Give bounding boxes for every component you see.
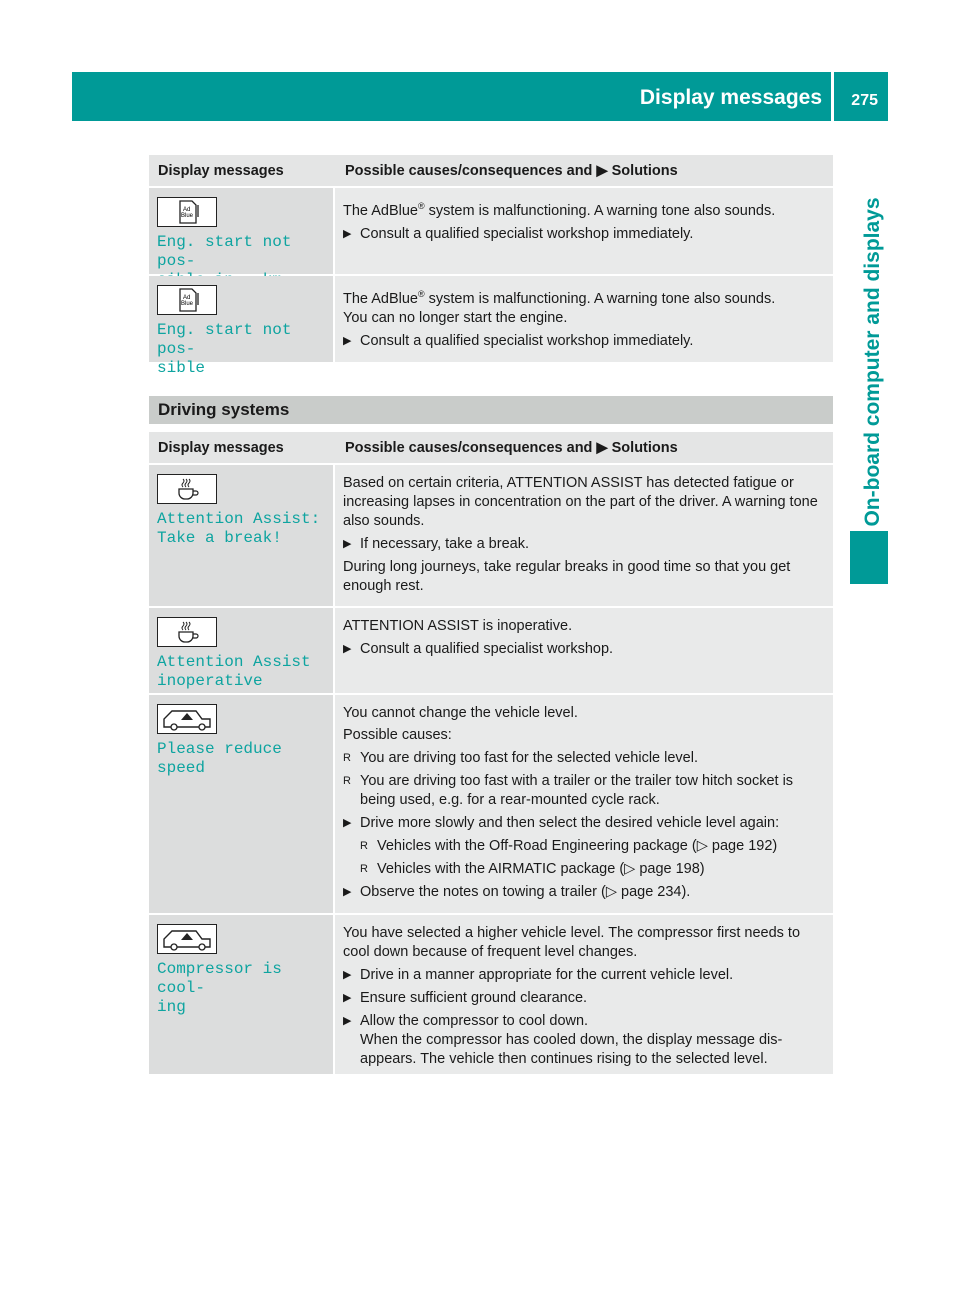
action-item: ▶ Drive in a manner appropriate for the current vehicle level.: [343, 967, 734, 983]
cause-text: ATTENTION ASSIST is inoperative.: [343, 618, 573, 634]
table-row: [149, 186, 833, 274]
arrow-icon: ▶: [596, 440, 608, 456]
cause-text: Based on certain criteria, ATTENTION ASSIST has detected fatigue or increasing lapses in concentration on the part of the driver. A warning tone also sounds.: [343, 475, 818, 529]
action-item: ▶ If necessary, take a break.: [343, 536, 529, 552]
col-header-messages: Display messages: [158, 440, 284, 456]
arrow-icon: ▶: [343, 992, 352, 1004]
note-text: During long journeys, take regular breaks in good time so that you get enough rest.: [343, 559, 791, 594]
arrow-icon: ▶: [343, 1015, 352, 1027]
cause-text: Possible causes:: [343, 727, 452, 743]
action-item: ▶ Drive more slowly and then select the desired vehicle level again:: [343, 815, 780, 831]
display-messages-table-driving: [149, 432, 833, 1074]
page-number: 275: [851, 92, 878, 109]
cause-item: R You are driving too fast with a trailer or the trailer tow hitch socket is being used, e.g. for a rear-mounted cycle rack.: [343, 773, 794, 808]
vehicle-level-icon: [157, 704, 217, 734]
chapter-marker: [850, 531, 888, 584]
table-row: [149, 606, 833, 693]
sub-item: R Vehicles with the Off-Road Engineering package (▷ page 192): [360, 838, 778, 854]
action-item: ▶ Consult a qualified specialist workshop immediately.: [343, 332, 694, 349]
sub-item: R Vehicles with the AIRMATIC package (▷ page 198): [360, 861, 705, 877]
arrow-icon: ▶: [343, 886, 352, 898]
table-row: [149, 274, 833, 377]
arrow-icon: ▶: [343, 643, 352, 655]
action-item: ▶ Observe the notes on towing a trailer (▷ page 234).: [343, 884, 691, 900]
svg-text:Blue: Blue: [181, 213, 194, 219]
table-row: [149, 913, 833, 1074]
svg-text:Ad: Ad: [183, 295, 191, 301]
section-title: Driving systems: [158, 400, 290, 419]
display-message: Eng. start not pos‑ sible: [157, 321, 292, 377]
table-row: [149, 463, 833, 606]
bullet-icon: R: [343, 752, 351, 764]
coffee-cup-icon: [157, 617, 217, 647]
bullet-icon: R: [360, 840, 368, 852]
page-header-bar: [72, 72, 888, 121]
adblue-icon: [157, 285, 217, 315]
header-divider: [831, 72, 834, 121]
bullet-icon: R: [360, 863, 368, 875]
cause-text: You have selected a higher vehicle level. The compressor first needs to cool down because of frequent level changes.: [343, 925, 801, 960]
coffee-cup-icon: [157, 474, 217, 504]
col-header-causes: Possible causes/consequences and ▶ Solutions: [345, 440, 678, 456]
svg-text:Ad: Ad: [183, 207, 191, 213]
display-message: Attention Assist: Take a break!: [157, 510, 321, 547]
table-row: [149, 693, 833, 913]
arrow-icon: ▶: [343, 969, 352, 981]
action-item: ▶ Allow the compressor to cool down. When the compressor has cooled down, the display message dis- appears. The vehicle then continues rising to the selected level.: [343, 1013, 783, 1067]
display-message: Please reduce speed: [157, 740, 282, 777]
chapter-title: On-board computer and displays: [861, 197, 884, 527]
svg-text:Blue: Blue: [181, 301, 194, 307]
table-header: [149, 155, 833, 186]
arrow-icon: ▶: [343, 538, 352, 550]
display-message: Eng. start not pos‑: [157, 233, 292, 270]
page-title: Display messages: [639, 86, 822, 109]
display-message: Compressor is cool‑ ing: [157, 960, 282, 1016]
display-messages-table-adblue: [149, 155, 833, 377]
section-heading: [149, 396, 833, 424]
action-item: ▶ Consult a qualified specialist workshop immediately.: [343, 225, 694, 242]
action-item: ▶ Ensure sufficient ground clearance.: [343, 990, 588, 1006]
display-message: Attention Assist inoperative: [157, 653, 311, 690]
col-header-causes: Possible causes/consequences and ▶ Solutions: [345, 163, 678, 179]
bullet-icon: R: [343, 775, 351, 787]
vehicle-level-icon: [157, 924, 217, 954]
cause-text: The AdBlue® system is malfunctioning. A warning tone also sounds.: [343, 201, 776, 219]
cause-text: You can no longer start the engine.: [343, 309, 568, 326]
action-item: ▶ Consult a qualified specialist workshop.: [343, 641, 614, 657]
cause-text: You cannot change the vehicle level.: [343, 705, 578, 721]
chapter-tab: [857, 172, 889, 552]
arrow-icon: ▶: [343, 817, 352, 829]
adblue-icon: [157, 197, 217, 227]
arrow-icon: ▶: [596, 163, 608, 179]
col-header-messages: Display messages: [158, 163, 284, 179]
cause-item: R You are driving too fast for the selected vehicle level.: [343, 750, 698, 766]
arrow-icon: ▶: [343, 334, 352, 347]
table-header: [149, 432, 833, 463]
cause-text: The AdBlue® system is malfunctioning. A warning tone also sounds.: [343, 289, 776, 307]
arrow-icon: ▶: [343, 227, 352, 240]
